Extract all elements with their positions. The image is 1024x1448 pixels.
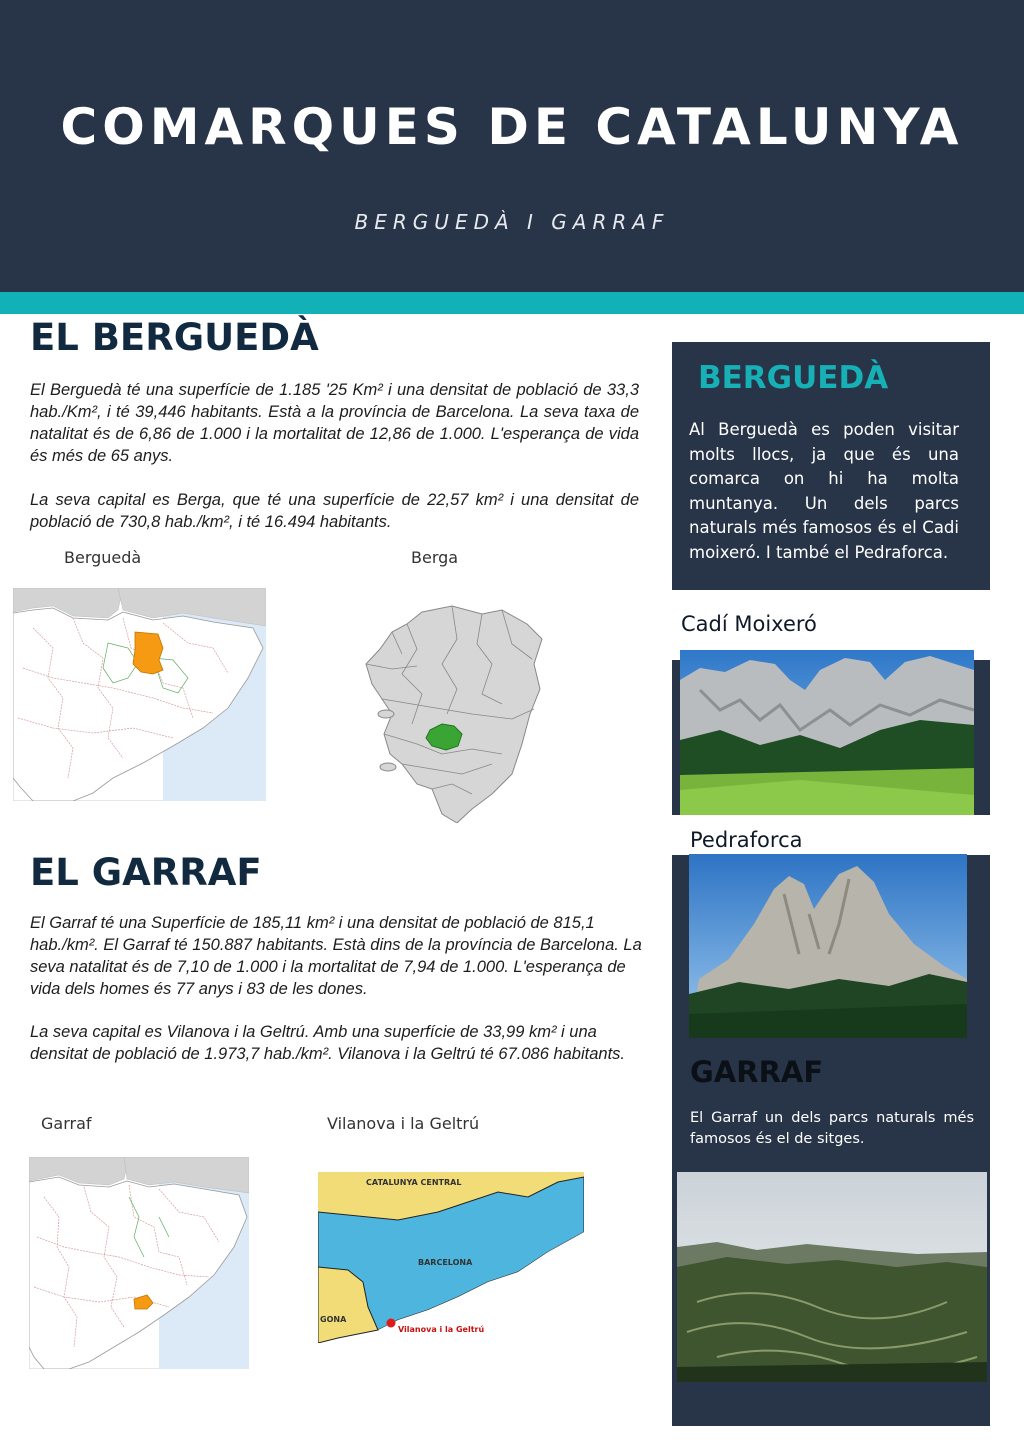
garraf-map-caption: Garraf (41, 1114, 92, 1133)
bergueda-paragraph-2: La seva capital es Berga, que té una superfície de 22,57 km² i una densitat de població de 730,8 hab./km², i té 16.494 habitants. (30, 491, 639, 531)
sidebar-title-bergueda: BERGUEDÀ (698, 360, 889, 396)
sidebar-title-garraf: GARRAF (690, 1055, 824, 1089)
garraf-paragraph-2: La seva capital es Vilanova i la Geltrú. Amb una superfície de 33,99 km² i una densitat de població de 1.973,7 hab./km². Vilanova i la Geltrú té 67.086 habitants. (30, 1023, 626, 1063)
sidebar-text-garraf: El Garraf un dels parcs naturals més famosos és el de sitges. (690, 1110, 974, 1147)
bergueda-heading: EL BERGUEDÀ (30, 316, 319, 359)
cadi-moixero-photo (680, 650, 974, 815)
garraf-location-map (29, 1157, 249, 1369)
garraf-park-photo (677, 1172, 987, 1382)
pedraforca-photo (689, 854, 967, 1038)
map-label-tarragona: GONA (320, 1315, 347, 1324)
map-label-barcelona: BARCELONA (418, 1258, 473, 1267)
cadi-moixero-caption: Cadí Moixeró (681, 612, 817, 636)
vilanova-map-caption: Vilanova i la Geltrú (327, 1114, 480, 1133)
accent-band (0, 292, 1024, 314)
vilanova-marker (387, 1319, 396, 1328)
bergueda-highlight (133, 632, 163, 674)
sidebar-text-bergueda: Al Berguedà es poden visitar molts llocs, ja que és una comarca on hi ha molta muntanya. Un dels parcs naturals més famosos és el Cadi moixeró. I també el Pedraforca. (689, 420, 959, 562)
map-label-vilanova: Vilanova i la Geltrú (398, 1325, 485, 1334)
bergueda-paragraph-1: El Berguedà té una superfície de 1.185 '25 Km² i una densitat de població de 33,3 hab./Km², i té 39,446 habitants. Està a la província de Barcelona. La seva taxa de natalitat és de 6,86 de 1.000 i la mortalitat de 12,86 de 1.000. L'esperança de vida és més de 65 anys. (30, 381, 639, 465)
map-label-catalunya-central: CATALUNYA CENTRAL (366, 1178, 462, 1187)
page-subtitle: BERGUEDÀ I GARRAF (354, 210, 670, 234)
berga-municipality-map (362, 604, 544, 823)
bergueda-location-map (13, 588, 266, 801)
garraf-heading: EL GARRAF (30, 851, 262, 894)
page-title: COMARQUES DE CATALUNYA (60, 98, 964, 156)
vilanova-location-map (318, 1172, 584, 1343)
garraf-paragraph-1: El Garraf té una Superfície de 185,11 km² i una densitat de població de 815,1 hab./km². El Garraf té 150.887 habitants. Està dins de la província de Barcelona. La seva natalitat és de 7,10 de 1.000 i la mortalitat de 7,94 de 1.000. L'esperança de vida dels homes és 77 anys i 83 de les dones. (30, 914, 642, 998)
pedraforca-caption: Pedraforca (690, 828, 803, 852)
berga-map-caption: Berga (411, 548, 459, 567)
bergueda-map-caption: Berguedà (64, 548, 142, 567)
